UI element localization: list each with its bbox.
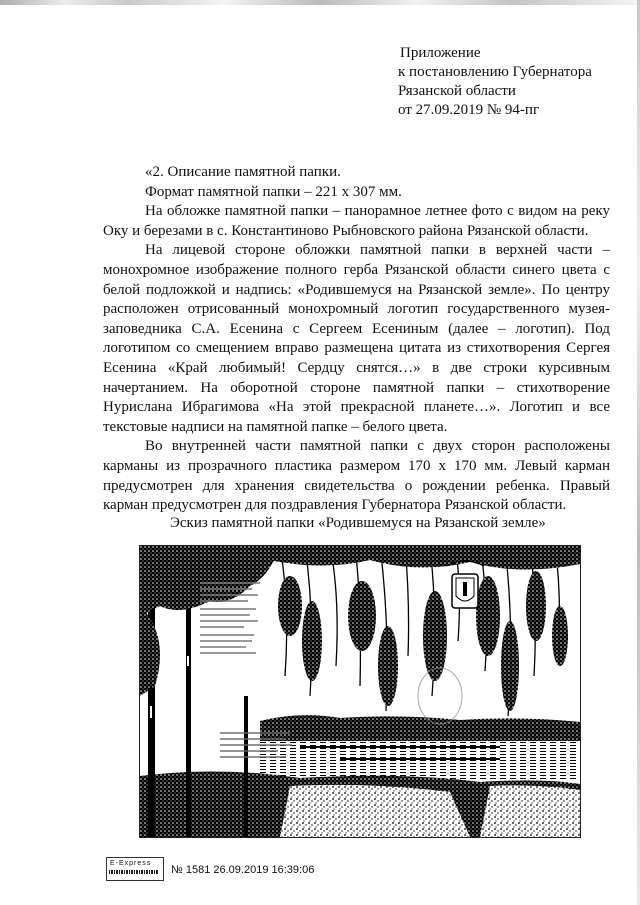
appendix-date-line: от 27.09.2019 № 94-пг	[398, 102, 540, 118]
sketch-photo	[140, 546, 580, 837]
format-line: Формат памятной папки – 221 х 307 мм.	[145, 183, 402, 200]
registration-stamp	[106, 857, 164, 881]
folder-sketch-image	[139, 545, 581, 838]
scan-edge-top	[0, 0, 640, 5]
document-body	[103, 163, 610, 516]
appendix-header	[398, 44, 592, 120]
registration-number: № 1581 26.09.2019 16:39:06	[171, 864, 315, 876]
section-heading: «2. Описание памятной папки.	[145, 164, 341, 180]
paragraph-cover: На обложке памятной папки – панорамное летнее фото с видом на реку Оку и березами в с. Константиново Рыбновского района Рязанской области.	[103, 203, 610, 239]
appendix-decree-line: к постановлению Губернатора	[398, 64, 592, 80]
stamp-barcode	[109, 870, 159, 874]
paragraph-front-side: На лицевой стороне обложки памятной папки в верхней части – монохромное изображение полного герба Рязанской области синего цвета с белой подложкой и надпись: «Родившемуся на Рязанской земле». По центру расположен отрисованный монохромный логотип государственного музея-заповедника С.А. Есенина с Сергеем Есениным (далее – логотип). Под логотипом со смещением вправо размещена цитата из стихотворения Сергея Есенина «Край любимый! Сердцу снятся…» в две строки курсивным начертанием. На оборотной стороне памятной папки – стихотворение Нурислана Ибрагимова «На этой прекрасной планете…». Логотип и все текстовые надписи на памятной папке – белого цвета.	[103, 242, 610, 435]
appendix-region-line: Рязанской области	[398, 83, 516, 99]
stamp-text: E-Express	[110, 860, 152, 867]
paragraph-inner-part: Во внутренней части памятной папки с двух сторон расположены карманы из прозрачного пластика размером 170 х 170 мм. Левый карман предусмотрен для хранения свидетельства о рождении ребенка. Правый карман предусмотрен для поздравления Губернатора Рязанской области.	[103, 438, 610, 514]
sketch-caption: Эскиз памятной папки «Родившемуся на Рязанской земле»	[170, 515, 546, 531]
appendix-title: Приложение	[400, 45, 481, 61]
